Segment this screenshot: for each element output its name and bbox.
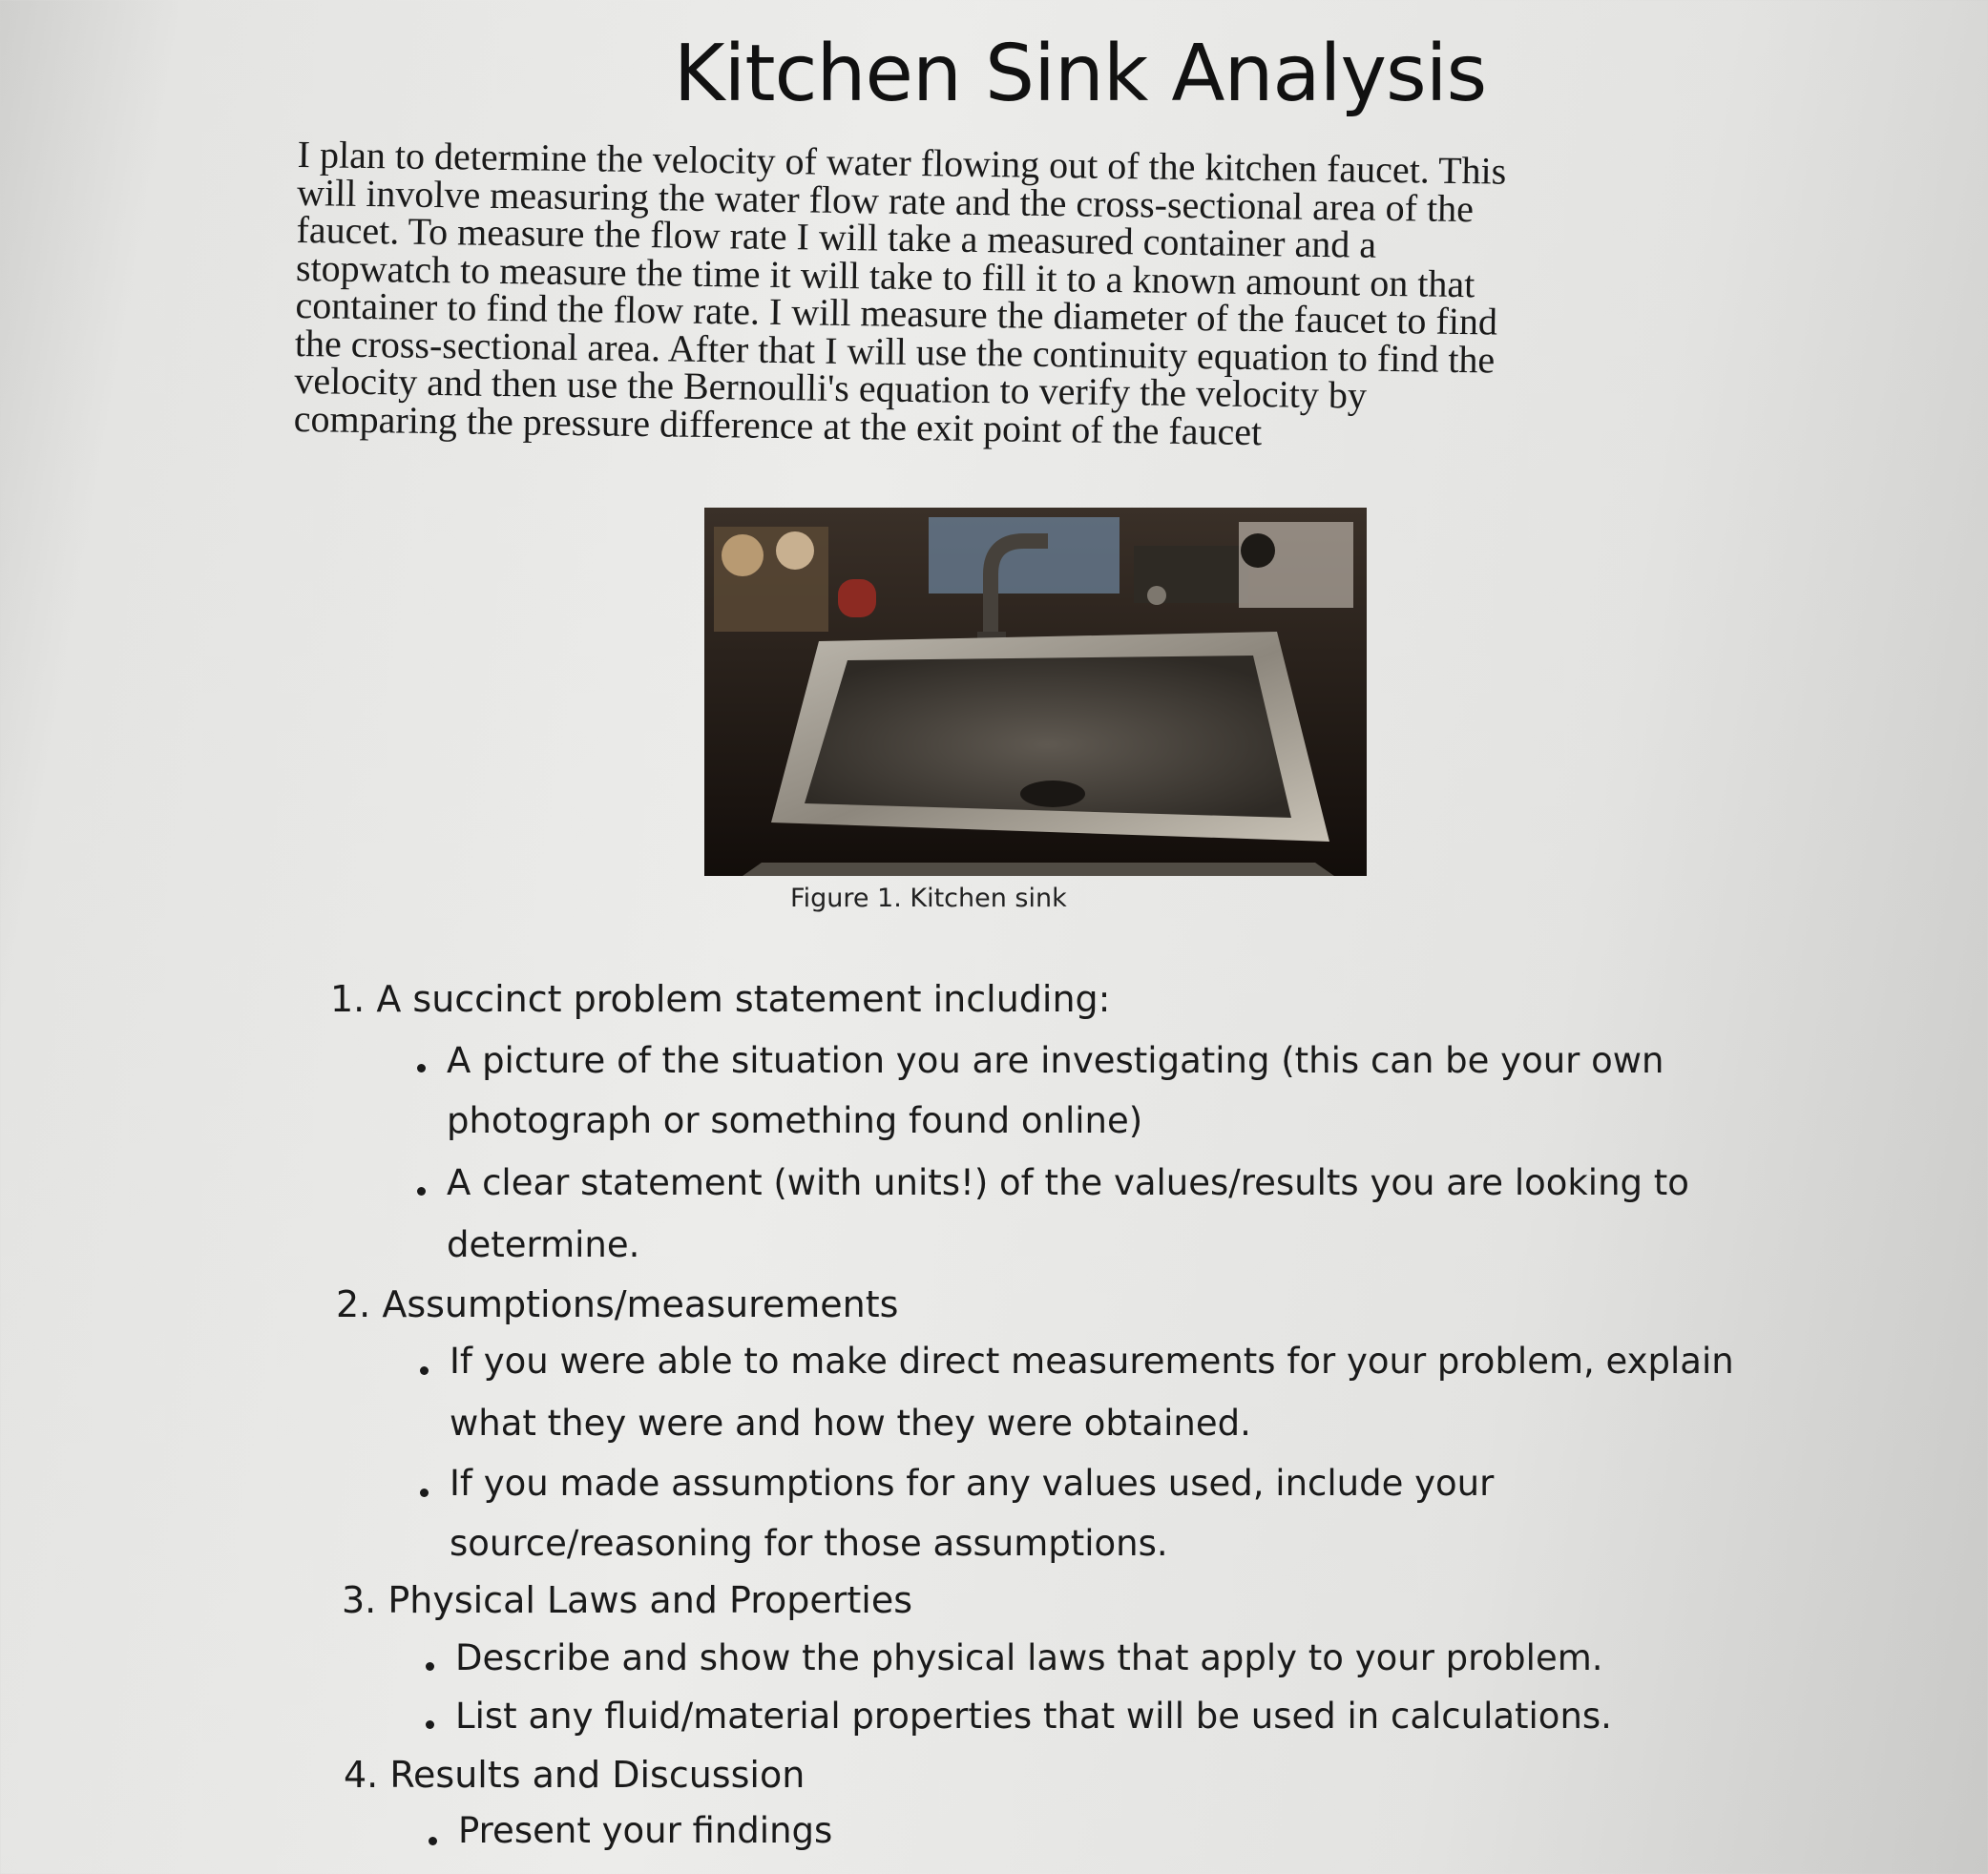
task-4-heading: 4. Results and Discussion	[344, 1754, 806, 1796]
task-1-bullet-1-line-1: A picture of the situation you are investigating (this can be your own	[447, 1040, 1664, 1081]
kitchen-sink-photo	[704, 508, 1367, 876]
bullet-dot	[426, 1720, 434, 1729]
task-2-heading: 2. Assumptions/measurements	[336, 1283, 899, 1325]
task-2-bullet-1-line-1: If you were able to make direct measurements for your problem, explain	[450, 1341, 1734, 1382]
task-2-bullet-1-line-2: what they were and how they were obtained.	[450, 1403, 1251, 1444]
task-3-heading: 3. Physical Laws and Properties	[342, 1579, 913, 1621]
task-3-bullet-2: List any fluid/material properties that will be used in calculations.	[455, 1696, 1612, 1737]
task-1-bullet-2-line-1: A clear statement (with units!) of the values/results you are looking to	[447, 1162, 1689, 1203]
document-title: Kitchen Sink Analysis	[673, 29, 1487, 119]
task-4-bullet-1: Present your findings	[458, 1810, 833, 1851]
task-1-heading: 1. A succinct problem statement including:	[330, 978, 1111, 1020]
bullet-dot	[420, 1366, 429, 1375]
task-3-bullet-1: Describe and show the physical laws that apply to your problem.	[455, 1637, 1603, 1678]
bullet-dot	[420, 1489, 429, 1497]
bullet-dot	[417, 1064, 426, 1072]
bullet-dot	[417, 1187, 426, 1196]
figure-caption: Figure 1. Kitchen sink	[790, 884, 1067, 913]
bullet-dot	[429, 1837, 437, 1845]
task-2-bullet-2-line-2: source/reasoning for those assumptions.	[450, 1523, 1168, 1564]
task-2-bullet-2-line-1: If you made assumptions for any values used, include your	[450, 1463, 1495, 1504]
bullet-dot	[426, 1662, 434, 1671]
task-1-bullet-1-line-2: photograph or something found online)	[447, 1100, 1143, 1141]
intro-paragraph: I plan to determine the velocity of water flowing out of the kitchen faucet. This will involve measuring the water flow rate and the cross-sectional area of the faucet. To measure the flow rate I will take a measured container and a stopwatch to measure the time it will take to fill it to a known amount on that container to find the flow rate. I will measure the diameter of the faucet to find the cross-sectional area. After that I will use the continuity equation to find the velocity and then use the Bernoulli's equation to verify the velocity by comparing the pressure difference at the exit point of the faucet	[293, 133, 1507, 453]
task-1-bullet-2-line-2: determine.	[447, 1224, 640, 1265]
